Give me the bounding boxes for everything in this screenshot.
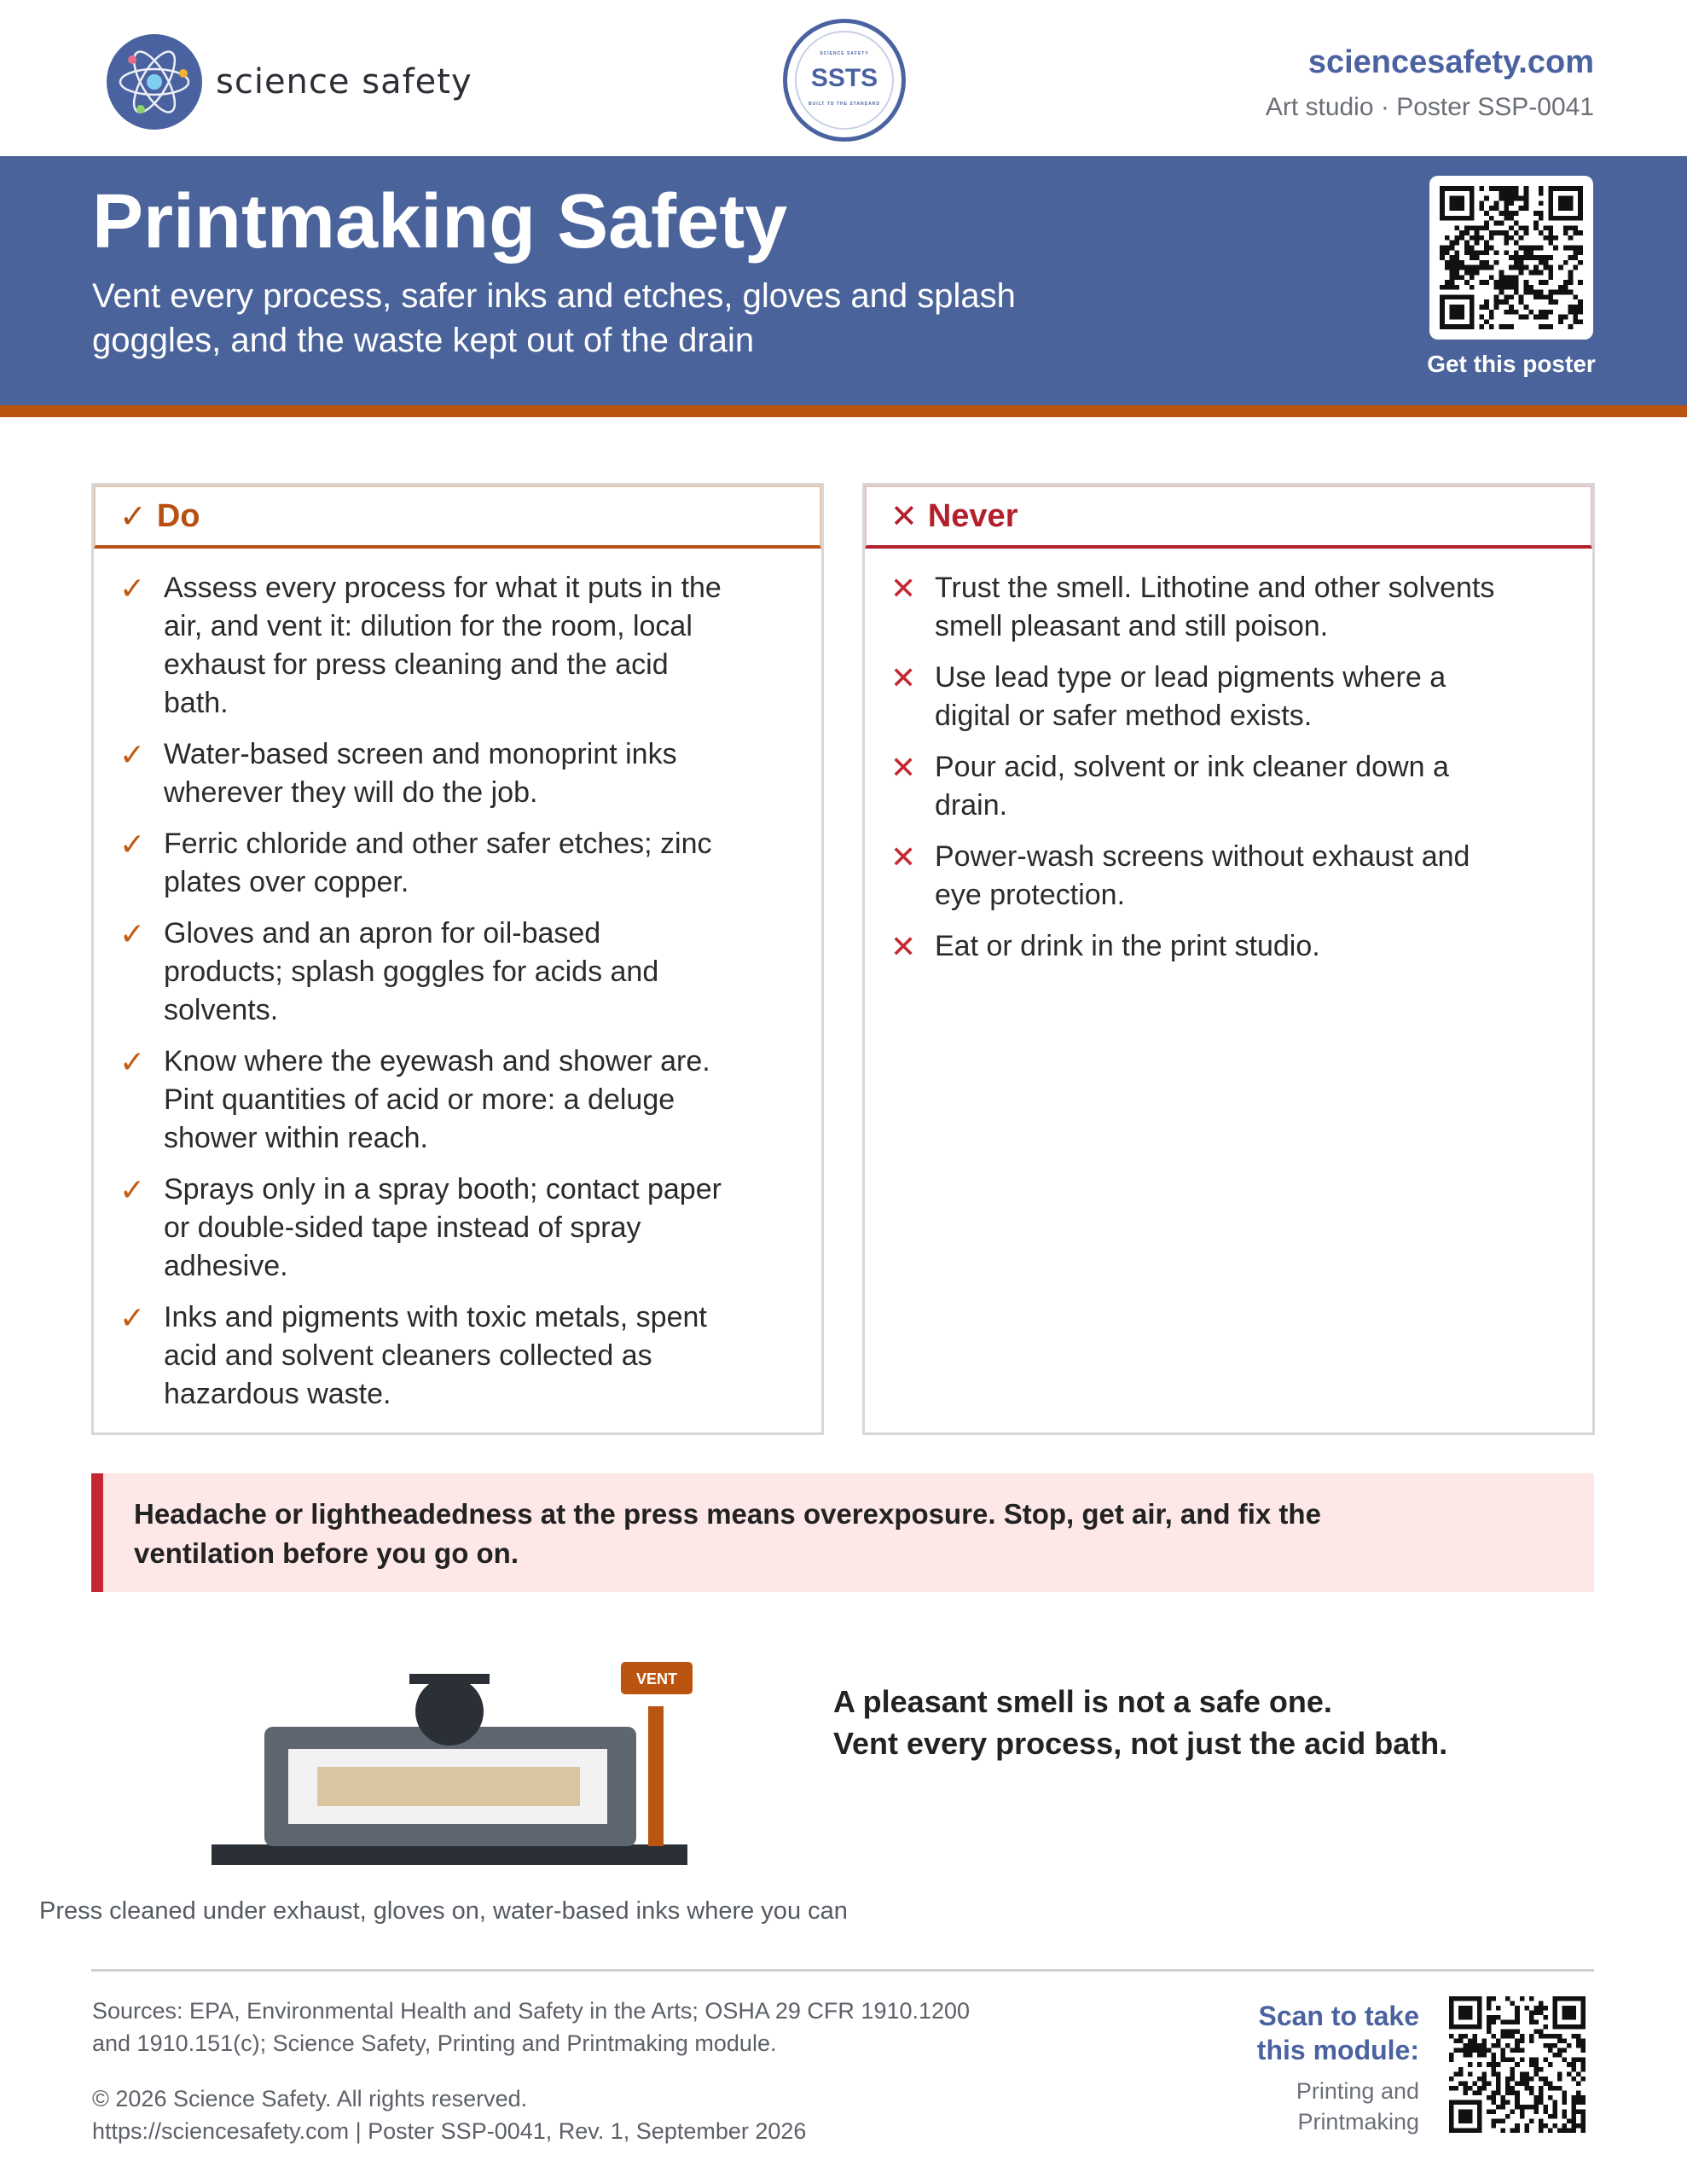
do-item-text: Gloves and an apron for oil-based products; splash goggles for acids and solvents. <box>164 917 659 1026</box>
qr-code-icon <box>1449 1996 1586 2133</box>
never-item-text: Power-wash screens without exhaust and eye protection. <box>935 840 1470 911</box>
check-icon: ✓ <box>119 571 146 606</box>
illustration-caption: Press cleaned under exhaust, gloves on, water-based inks where you can <box>39 1897 848 1925</box>
check-icon: ✓ <box>119 1172 146 1207</box>
check-icon: ✓ <box>119 827 146 862</box>
tagline-line-2: Vent every process, not just the acid bath. <box>833 1726 1448 1761</box>
never-item-text: Trust the smell. Lithotine and other solvents smell pleasant and still poison. <box>935 572 1495 642</box>
do-panel-heading <box>94 485 821 549</box>
never-panel <box>862 483 1595 1435</box>
never-item-text: Use lead type or lead pigments where a digital or safer method exists. <box>935 661 1446 732</box>
never-item <box>890 748 1523 825</box>
vent-label: VENT <box>635 1670 678 1687</box>
module-line-2: Printmaking <box>1297 2109 1419 2135</box>
cross-icon: ✕ <box>890 839 917 874</box>
module-line-1: Printing and <box>1296 2078 1419 2104</box>
standards-seal <box>783 19 906 142</box>
seal-mark: SSTS <box>810 64 878 92</box>
page-title: Printmaking Safety <box>92 179 788 264</box>
do-list <box>119 569 727 1426</box>
do-item-text: Sprays only in a spray booth; contact paper or double-sided tape instead of spray adhesive. <box>164 1173 722 1282</box>
title-banner <box>0 156 1687 405</box>
do-item <box>119 825 727 902</box>
brand-name: science safety <box>216 62 472 102</box>
never-panel-heading <box>865 485 1592 549</box>
do-item <box>119 569 727 723</box>
cross-icon: ✕ <box>890 498 918 535</box>
overexposure-warning <box>91 1473 1594 1592</box>
copyright-text: © 2026 Science Safety. All rights reserved. <box>92 2086 528 2111</box>
do-item-text: Inks and pigments with toxic metals, spent acid and solvent cleaners collected as hazardous waste. <box>164 1301 707 1410</box>
do-item-text: Assess every process for what it puts in the air, and vent it: dilution for the room, local exhaust for press cleaning and the acid bath. <box>164 572 722 719</box>
do-item-text: Ferric chloride and other safer etches; zinc plates over copper. <box>164 828 712 898</box>
page-subtitle: Vent every process, safer inks and etches, gloves and splash goggles, and the waste kept out of the drain <box>92 277 1016 359</box>
imprint-link[interactable]: https://sciencesafety.com | Poster SSP-0041, Rev. 1, September 2026 <box>92 2118 807 2144</box>
do-item <box>119 1170 727 1286</box>
cross-icon: ✕ <box>890 929 917 964</box>
sources-text: Sources: EPA, Environmental Health and Safety in the Arts; OSHA 29 CFR 1910.1200 and 1910.151(c); Science Safety, Printing and Printmaking module. <box>92 1998 971 2056</box>
cross-icon: ✕ <box>890 571 917 606</box>
do-item <box>119 735 727 812</box>
qr-code-icon <box>1440 186 1583 329</box>
module-name <box>1257 2076 1419 2137</box>
check-icon: ✓ <box>119 916 146 951</box>
do-item <box>119 915 727 1030</box>
scan-line-1: Scan to take <box>1258 2001 1419 2031</box>
scan-line-2: this module: <box>1256 2035 1419 2065</box>
site-url-link[interactable]: sciencesafety.com <box>1307 44 1594 80</box>
never-heading-label: Never <box>927 497 1018 534</box>
brand[interactable] <box>107 34 472 130</box>
do-item <box>119 1043 727 1158</box>
illustration-tagline <box>833 1681 1447 1764</box>
do-item-text: Know where the eyewash and shower are. Pint quantities of acid or more: a deluge shower within reach. <box>164 1045 710 1154</box>
scan-title <box>1257 1999 1419 2067</box>
do-panel <box>91 483 824 1435</box>
poster-reference: Art studio · Poster SSP-0041 <box>1265 93 1594 121</box>
never-item <box>890 659 1523 735</box>
never-item <box>890 569 1523 646</box>
never-item-text: Eat or drink in the print studio. <box>935 930 1320 962</box>
footer-divider <box>91 1969 1594 1972</box>
vent-duct <box>648 1706 664 1846</box>
cross-icon: ✕ <box>890 660 917 695</box>
scan-module-block <box>1257 1999 1419 2137</box>
press-bed-base <box>212 1844 687 1865</box>
module-qr-code[interactable] <box>1449 1996 1586 2133</box>
check-icon: ✓ <box>119 1300 146 1335</box>
press-roller <box>415 1677 484 1745</box>
copyright-block <box>92 2082 806 2147</box>
page-header <box>0 0 1687 156</box>
do-heading-label: Do <box>156 497 200 534</box>
check-icon: ✓ <box>119 737 146 772</box>
do-item <box>119 1298 727 1414</box>
press-illustration <box>205 1655 708 1873</box>
warning-text: Headache or lightheadedness at the press means overexposure. Stop, get air, and fix the ventilation before you go on. <box>134 1498 1321 1569</box>
never-item-text: Pour acid, solvent or ink cleaner down a drain. <box>935 751 1449 822</box>
get-poster-link[interactable]: Get this poster <box>1427 351 1596 377</box>
never-item <box>890 927 1523 966</box>
press-paper <box>317 1767 580 1806</box>
check-icon: ✓ <box>119 498 147 535</box>
tagline-line-1: A pleasant smell is not a safe one. <box>833 1684 1332 1719</box>
site-info <box>1266 44 1594 122</box>
do-item-text: Water-based screen and monoprint inks wherever they will do the job. <box>164 738 677 809</box>
never-list <box>890 569 1523 979</box>
atom-icon <box>107 34 202 130</box>
banner-accent-rule <box>0 405 1687 417</box>
check-icon: ✓ <box>119 1044 146 1079</box>
seal-top-text: SCIENCE SAFETY <box>820 51 869 56</box>
seal-bottom-text: BUILT TO THE STANDARD <box>808 102 881 107</box>
never-item <box>890 838 1523 915</box>
poster-qr-code[interactable] <box>1429 176 1593 340</box>
cross-icon: ✕ <box>890 750 917 785</box>
